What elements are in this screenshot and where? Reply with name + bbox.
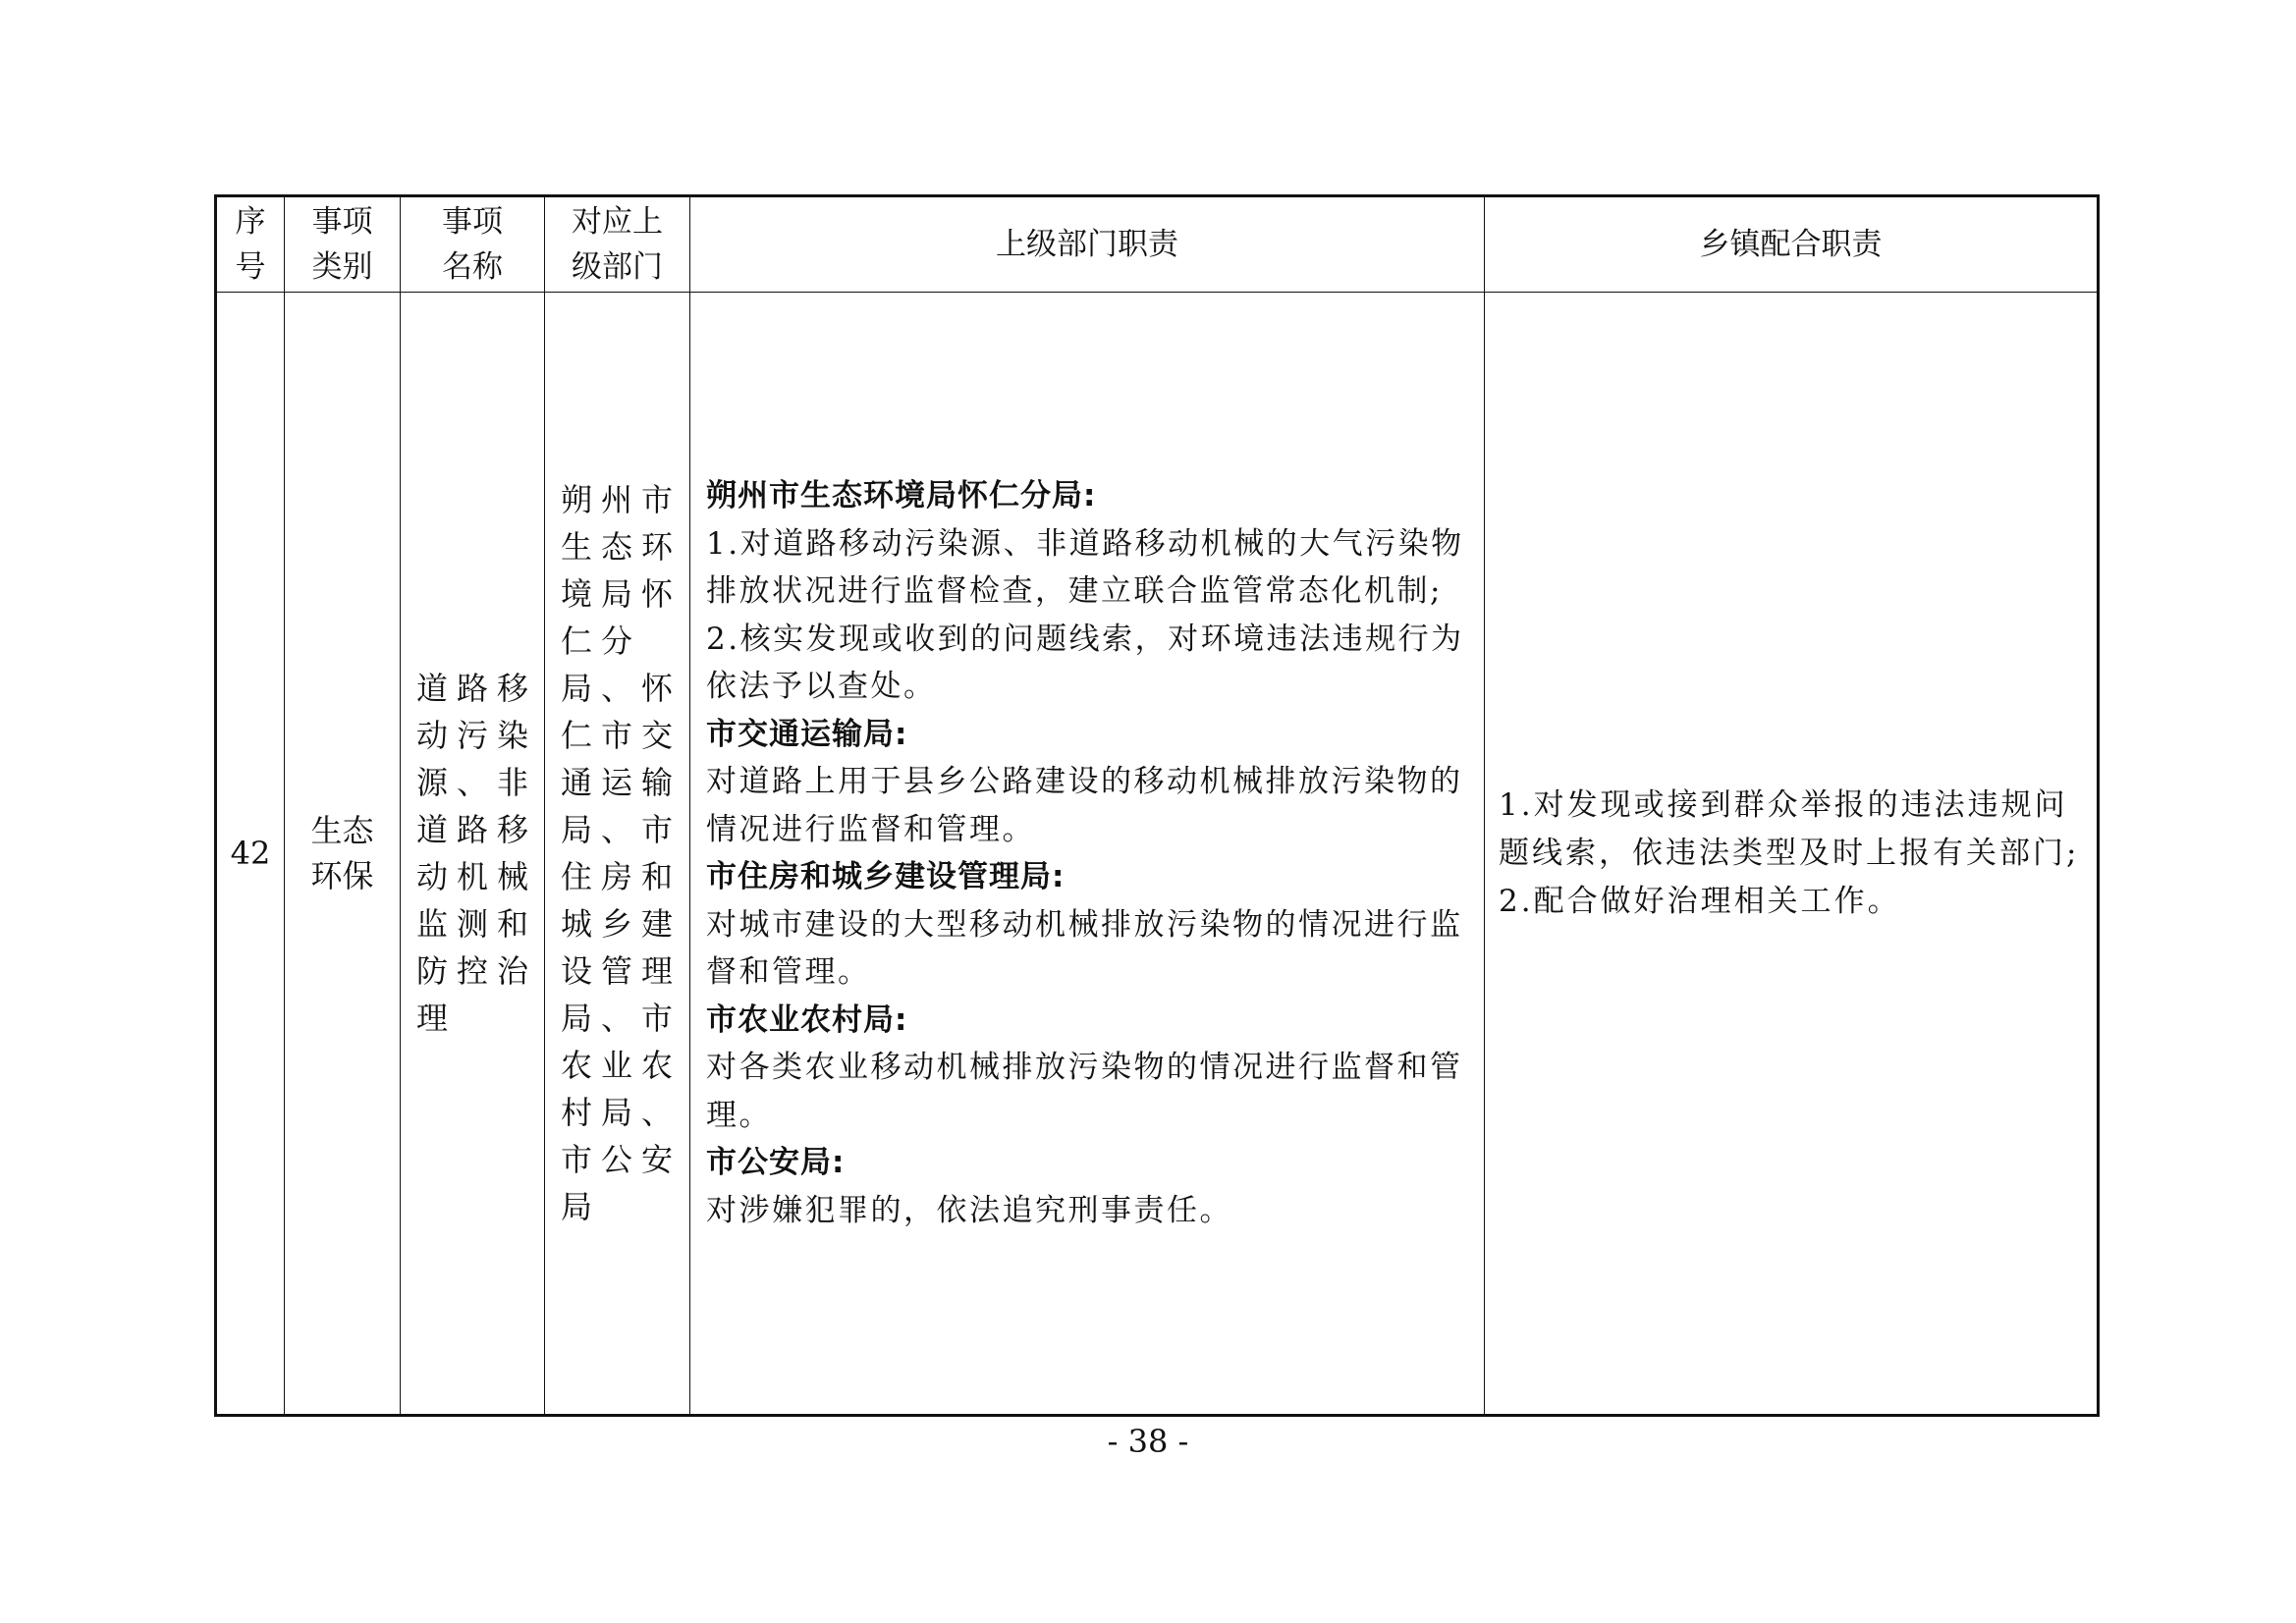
row-index: 42 — [216, 293, 285, 1416]
township-duty-item: 2.配合做好治理相关工作。 — [1499, 883, 1901, 919]
dept-heading: 市农业农村局: — [706, 1001, 908, 1038]
duty-item: 2.核实发现或收到的问题线索，对环境违法违规行为依法予以查处。 — [706, 621, 1464, 704]
dept-heading: 市住房和城乡建设管理局: — [706, 859, 1066, 894]
duty-item: 对各类农业移动机械排放污染物的情况进行监督和管理。 — [706, 1050, 1463, 1133]
header-upper-duties: 上级部门职责 — [690, 196, 1485, 293]
duty-item: 对道路上用于县乡公路建设的移动机械排放污染物的情况进行监督和管理。 — [706, 764, 1463, 847]
dept-heading: 朔州市生态环境局怀仁分局: — [706, 478, 1097, 514]
responsibility-table — [214, 194, 2100, 1417]
page-number: - 38 - — [1107, 1423, 1189, 1460]
header-index: 序号 — [216, 196, 285, 293]
header-upper-dept: 对应上级部门 — [545, 196, 690, 293]
duty-item: 对城市建设的大型移动机械排放污染物的情况进行监督和管理。 — [706, 906, 1463, 990]
table-header-row — [216, 196, 2099, 293]
header-category: 事项类别 — [285, 196, 401, 293]
township-duty-item: 1.对发现或接到群众举报的违法违规问题线索，依违法类型及时上报有关部门; — [1499, 786, 2080, 871]
row-township-duties — [1485, 293, 2099, 1416]
row-category: 生态环保 — [285, 293, 401, 1416]
dept-heading: 市公安局: — [706, 1145, 846, 1180]
duty-item: 对涉嫌犯罪的，依法追究刑事责任。 — [706, 1192, 1232, 1228]
header-item-name: 事项名称 — [401, 196, 545, 293]
duty-item: 1.对道路移动污染源、非道路移动机械的大气污染物排放状况进行监督检查，建立联合监管常态化机制; — [706, 525, 1464, 609]
table-row — [216, 293, 2099, 1416]
row-upper-duties — [690, 293, 1485, 1416]
row-upper-dept: 朔州市生态环境局怀仁分局、怀仁市交通运输局、市住房和城乡建设管理局、市农业农村局、市公安局 — [545, 293, 690, 1416]
header-township-duties: 乡镇配合职责 — [1485, 196, 2099, 293]
dept-heading: 市交通运输局: — [706, 716, 908, 752]
row-item-name: 道路移动污染源、非道路移动机械监测和防控治理 — [401, 293, 545, 1416]
